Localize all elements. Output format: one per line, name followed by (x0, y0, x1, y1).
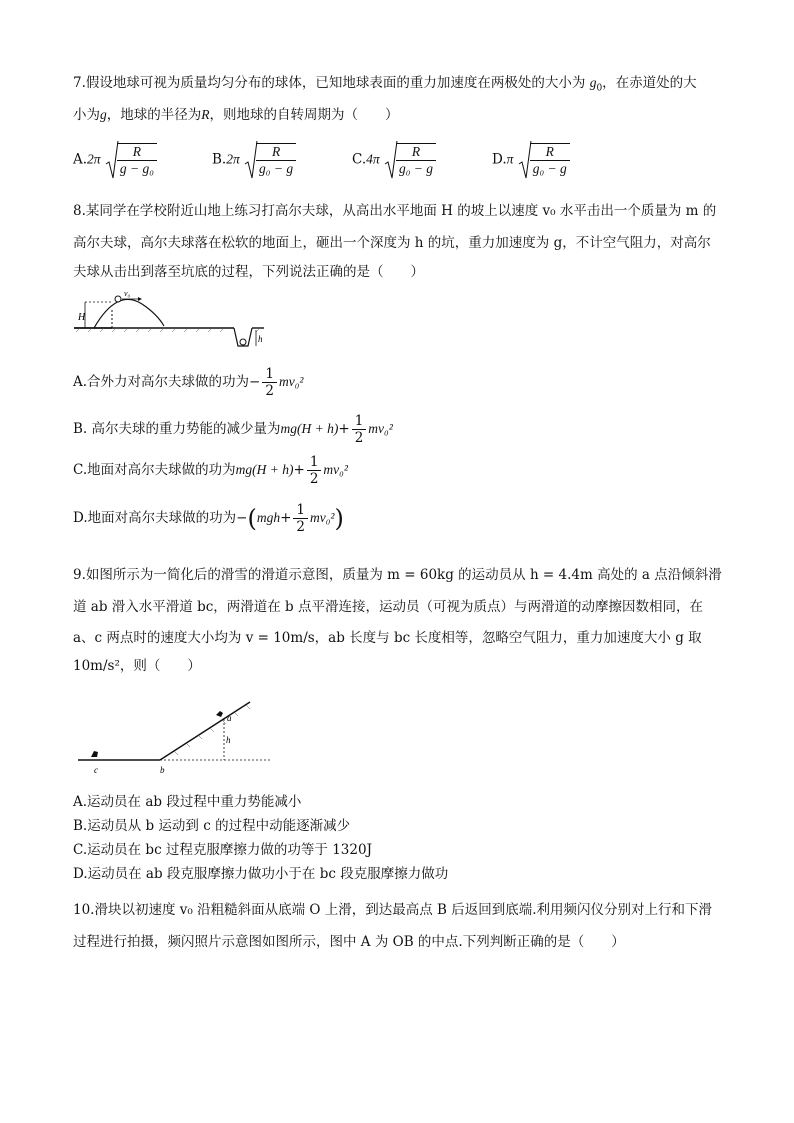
fraction-numerator: 1 (293, 502, 308, 519)
h-label: h (258, 334, 263, 344)
q9-line-2: 道 ab 滑入水平滑道 bc，两滑道在 b 点平滑连接，运动员（可视为质点）与两滑道的动摩擦因数相同，在 (73, 599, 703, 615)
fraction-numerator: R (256, 144, 296, 161)
fraction-denominator: g₀ − g (398, 161, 434, 176)
q9-option-a[interactable]: A.运动员在 ab 段过程中重力势能减小 (73, 794, 302, 810)
q9-option-b[interactable]: B.运动员从 b 运动到 c 的过程中动能逐渐减少 (73, 818, 351, 834)
option-label: D. (492, 151, 507, 168)
fraction-numerator: R (530, 144, 570, 161)
q7-text: ，则地球的自转周期为（ ） (209, 107, 399, 123)
q8-option-c[interactable] (73, 454, 348, 487)
fraction-numerator: R (117, 144, 157, 161)
fraction-denominator: 2 (265, 383, 274, 399)
q7-option-b[interactable] (212, 140, 298, 180)
fraction-denominator: 2 (296, 519, 305, 535)
kinetic-term: mv₀² (323, 462, 348, 477)
q9-line-1: 9.如图所示为一简化后的滑雪的滑道示意图，质量为 m = 60kg 的运动员从 h = 4.4m 高处的 a 点沿倾斜滑 (73, 567, 722, 583)
g0-symbol: g (589, 75, 597, 90)
minus-sign: − (236, 510, 248, 526)
plus-sign: + (293, 462, 305, 478)
g-symbol: g (100, 107, 107, 122)
golf-trajectory-figure (72, 290, 272, 352)
option-coef: 2π (226, 151, 240, 167)
right-paren: ) (334, 504, 344, 533)
c-label: c (94, 765, 98, 775)
h-label: h (226, 735, 231, 745)
q8-line-1: 8.某同学在学校附近山地上练习打高尔夫球，从高出水平地面 H 的坡上以速度 v₀ 水平击出一个质量为 m 的 (73, 203, 717, 219)
q8-option-d[interactable] (73, 502, 344, 535)
q7-text: 小为 (73, 107, 100, 123)
option-text: B. 高尔夫球的重力势能的减少量为 (73, 421, 281, 437)
option-coef: 2π (87, 151, 101, 167)
mgh-term: mgh (256, 510, 281, 525)
mg-term: mg (235, 462, 253, 477)
golf-ball-icon (115, 296, 121, 302)
fraction-numerator: 1 (262, 366, 277, 383)
fraction-denominator: g₀ − g (532, 161, 567, 176)
plus-sign: + (338, 421, 350, 437)
sqrt-expression (384, 140, 438, 180)
q9-option-d[interactable]: D.运动员在 ab 段克服摩擦力做功小于在 bc 段克服摩擦力做功 (73, 866, 449, 882)
mg-term: mg (280, 421, 298, 436)
inclined-track (160, 702, 250, 760)
kinetic-term: mv₀² (368, 421, 393, 436)
sqrt-expression (518, 140, 572, 180)
q9-line-4: 10m/s²，则（ ） (73, 658, 201, 674)
q8-option-b[interactable] (73, 413, 393, 446)
H-label: H (78, 312, 86, 323)
fraction-denominator: 2 (309, 471, 319, 487)
q8-option-a[interactable] (73, 366, 303, 399)
option-coef: π (506, 151, 514, 167)
q7-option-a[interactable] (73, 140, 159, 180)
Hh-term: (H + h) (252, 462, 294, 477)
skier-a-icon (216, 711, 223, 717)
option-text: C.地面对高尔夫球做的功为 (73, 462, 236, 478)
v0-label: v₀ (124, 290, 131, 298)
q7-text: ，地球的半径为 (106, 107, 202, 123)
fraction-denominator: 2 (354, 430, 364, 446)
q7-line-1 (73, 73, 697, 99)
skier-c-icon (91, 751, 98, 757)
kinetic-term: mv₀² (309, 510, 335, 525)
fraction-denominator: g − g₀ (119, 161, 154, 176)
Hh-term: (H + h) (297, 421, 339, 436)
q10-line-2: 过程进行拍摄，频闪照片示意图如图所示，图中 A 为 OB 的中点.下列判断正确的是（ ） (73, 934, 625, 950)
q10-line-1: 10.滑块以初速度 v₀ 沿粗糙斜面从底端 O 上滑，到达最高点 B 后返回到底端.利用频闪仪分别对上行和下滑 (73, 902, 713, 918)
trajectory-curve (94, 299, 164, 328)
g0-subscript: 0 (596, 83, 603, 94)
q7-text-end: ，在赤道处的大 (602, 75, 697, 91)
q7-option-d[interactable] (492, 140, 572, 180)
golf-ball-in-pit-icon (240, 339, 246, 345)
R-symbol: R (201, 107, 210, 122)
q7-text: 7.假设地球可视为质量均匀分布的球体，已知地球表面的重力加速度在两极处的大小为 (73, 75, 586, 91)
q8-line-3: 夫球从击出到落至坑底的过程，下列说法正确的是（ ） (73, 264, 424, 280)
fraction-numerator: 1 (307, 454, 322, 471)
kinetic-term: mv₀² (278, 374, 304, 389)
option-label: C. (352, 151, 367, 168)
option-label: B. (212, 151, 227, 168)
option-label: A. (73, 151, 88, 168)
minus-sign: − (249, 374, 261, 390)
q7-line-2 (73, 105, 399, 125)
plus-sign: + (280, 510, 292, 526)
q8-line-2: 高尔夫球，高尔夫球落在松软的地面上，砸出一个深度为 h 的坑，重力加速度为 g，不计空气阻力，对高尔 (73, 235, 711, 251)
sqrt-expression (105, 140, 159, 180)
left-paren: ( (247, 504, 257, 533)
option-text: A.合外力对高尔夫球做的功为 (73, 374, 250, 390)
q9-line-3: a、c 两点时的速度大小均为 v = 10m/s，ab 长度与 bc 长度相等，忽略空气阻力，重力加速度大小 g 取 (73, 630, 702, 646)
a-label: a (227, 713, 232, 723)
ski-slope-figure (74, 693, 274, 779)
q9-option-c[interactable]: C.运动员在 bc 过程克服摩擦力做的功等于 1320J (73, 842, 372, 858)
q7-option-c[interactable] (352, 140, 438, 180)
fraction-numerator: 1 (352, 413, 367, 430)
option-coef: 4π (366, 151, 380, 167)
sqrt-expression (244, 140, 298, 180)
fraction-numerator: R (396, 144, 436, 161)
b-label: b (160, 765, 165, 775)
slope-hatch (174, 705, 250, 755)
fraction-denominator: g₀ − g (259, 161, 294, 176)
arrow-head-icon (138, 297, 142, 301)
option-text: D.地面对高尔夫球做的功为 (73, 510, 237, 526)
